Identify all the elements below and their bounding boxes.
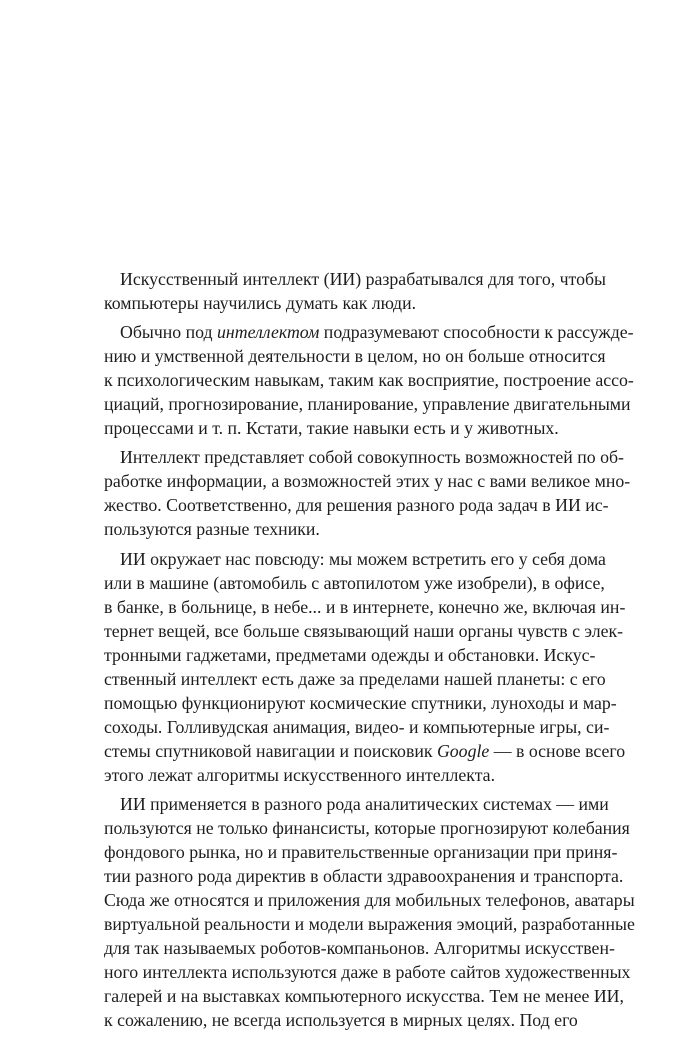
text-line: пользуются не только финансисты, которые прогнозируют колебания [104, 818, 630, 839]
paragraph [104, 547, 626, 787]
text-line: тернет вещей, все больше связывающий наши органы чувств с элек- [104, 620, 624, 641]
text-line: Искусственный интеллект (ИИ) разрабатывался для того, чтобы [120, 269, 606, 289]
text-line: фондового рынка, но и правительственные организации при приня- [104, 842, 618, 863]
text-line: ИИ окружает нас повсюду: мы можем встретить его у себя дома [120, 548, 606, 569]
text-line: пользуются разные техники. [104, 519, 320, 540]
body-text [104, 267, 635, 1037]
text-line: тронными гаджетами, предметами одежды и обстановки. Искус- [104, 644, 596, 665]
paragraph [104, 792, 635, 1032]
emphasized-word: Google [436, 740, 490, 761]
text-line: жество. Соответственно, для решения разного рода задач в ИИ ис- [104, 495, 609, 516]
text-line: процессами и т. п. Кстати, такие навыки есть и у животных. [104, 418, 559, 439]
text-line: Интеллект представляет собой совокупность возможностей по об- [120, 447, 624, 468]
paragraph [104, 445, 631, 541]
text-line: ного интеллекта используются даже в работе сайтов художественных [104, 962, 631, 983]
text-line: галерей и на выставках компьютерного искусства. Тем не менее ИИ, [104, 986, 624, 1007]
text-line: к сожалению, не всегда используется в мирных целях. Под его [104, 1010, 578, 1031]
text-line: к психологическим навыкам, таким как восприятие, построение ассо- [104, 370, 634, 391]
text-line: или в машине (автомобиль с автопилотом уже изобрели), в офисе, [104, 572, 605, 593]
text-line: компьютеры научились думать как люди. [104, 293, 417, 314]
text-line: ственный интеллект есть даже за пределами нашей планеты: с его [104, 668, 606, 689]
text-line: ИИ применяется в разного рода аналитических системах — ими [120, 793, 609, 814]
text-line: циаций, прогнозирование, планирование, управление двигательными [104, 394, 631, 415]
text-line: стемы спутниковой навигации и поисковик Google — в основе всего [104, 740, 626, 761]
text-line: работке информации, а возможностей этих у нас с вами великое мно- [104, 471, 631, 492]
text-line: Обычно под интеллектом подразумевают способности к рассужде- [120, 322, 634, 343]
text-line: нию и умственной деятельности в целом, но он больше относится [104, 346, 606, 367]
paragraph [104, 267, 606, 315]
text-line: Сюда же относятся и приложения для мобильных телефонов, аватары [104, 890, 635, 911]
text-line: в банке, в больнице, в небе... и в интернете, конечно же, включая ин- [104, 596, 626, 617]
paragraph [104, 320, 634, 440]
emphasized-word: интеллектом [217, 322, 320, 343]
text-line: этого лежат алгоритмы искусственного интеллекта. [104, 764, 496, 785]
text-line: помощью функционируют космические спутники, луноходы и мар- [104, 692, 617, 713]
text-line: тии разного рода директив в области здравоохранения и транспорта. [104, 866, 624, 887]
text-line: соходы. Голливудская анимация, видео- и компьютерные игры, си- [104, 716, 610, 737]
text-line: для так называемых роботов-компаньонов. Алгоритмы искусствен- [104, 938, 615, 959]
text-line: виртуальной реальности и модели выражения эмоций, разработанные [104, 914, 635, 935]
